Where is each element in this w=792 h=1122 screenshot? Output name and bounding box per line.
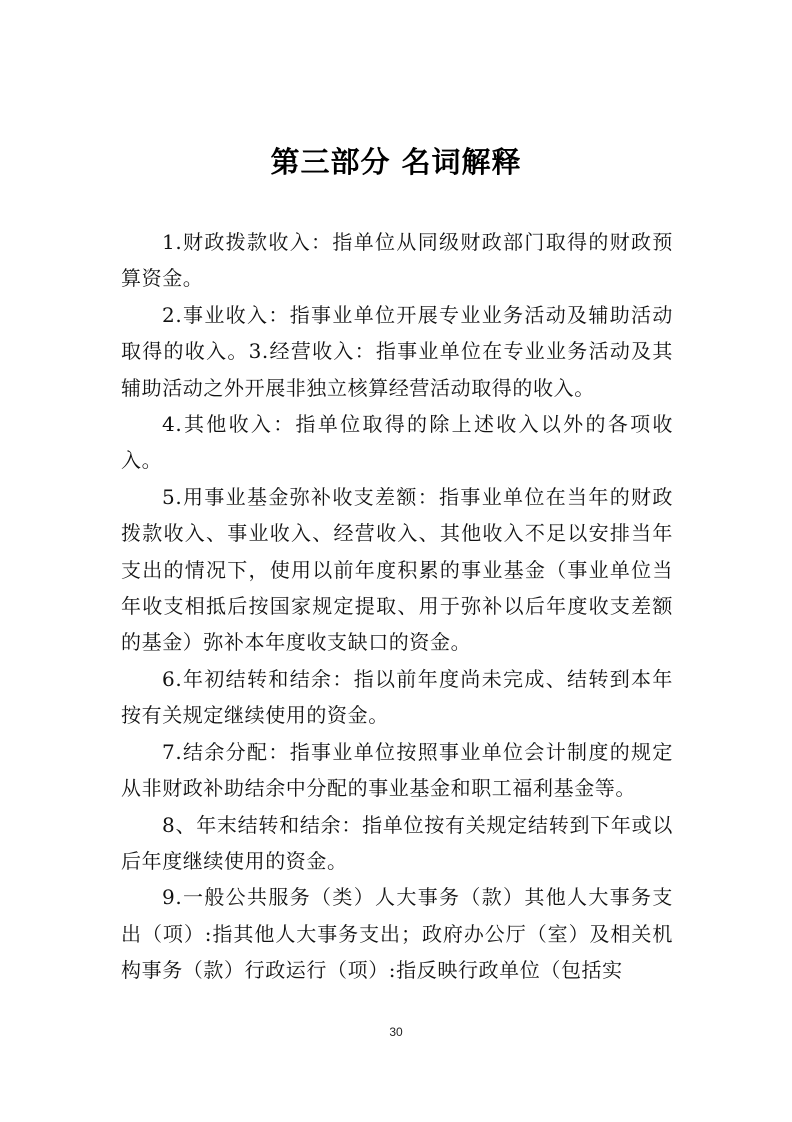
paragraph-3: 4.其他收入：指单位取得的除上述收入以外的各项收入。 <box>121 412 673 473</box>
page-number: 30 <box>389 1025 403 1039</box>
document-body <box>121 224 673 989</box>
page-title: 第三部分 名词解释 <box>270 145 522 179</box>
paragraph-1: 1.财政拨款收入：指单位从同级财政部门取得的财政预算资金。 <box>121 230 673 291</box>
paragraph-8: 9.一般公共服务（类）人大事务（款）其他人大事务支出（项）:指其他人大事务支出；政府办公厅（室）及相关机构事务（款）行政运行（项）:指反映行政单位（包括实 <box>121 885 673 983</box>
paragraph-6: 7.结余分配：指事业单位按照事业单位会计制度的规定从非财政补助结余中分配的事业基金和职工福利基金等。 <box>121 739 673 801</box>
paragraph-7: 8、年末结转和结余：指单位按有关规定结转到下年或以后年度继续使用的资金。 <box>121 812 673 873</box>
paragraph-4: 5.用事业基金弥补收支差额：指事业单位在当年的财政拨款收入、事业收入、经营收入、其他收入不足以安排当年支出的情况下，使用以前年度积累的事业基金（事业单位当年收支相抵后按国家规定提取、用于弥补以后年度收支差额的基金）弥补本年度收支缺口的资金。 <box>121 484 673 655</box>
paragraph-5: 6.年初结转和结余：指以前年度尚未完成、结转到本年按有关规定继续使用的资金。 <box>121 666 673 728</box>
paragraph-2: 2.事业收入：指事业单位开展专业业务活动及辅助活动取得的收入。3.经营收入：指事业单位在专业业务活动及其辅助活动之外开展非独立核算经营活动取得的收入。 <box>121 302 673 400</box>
